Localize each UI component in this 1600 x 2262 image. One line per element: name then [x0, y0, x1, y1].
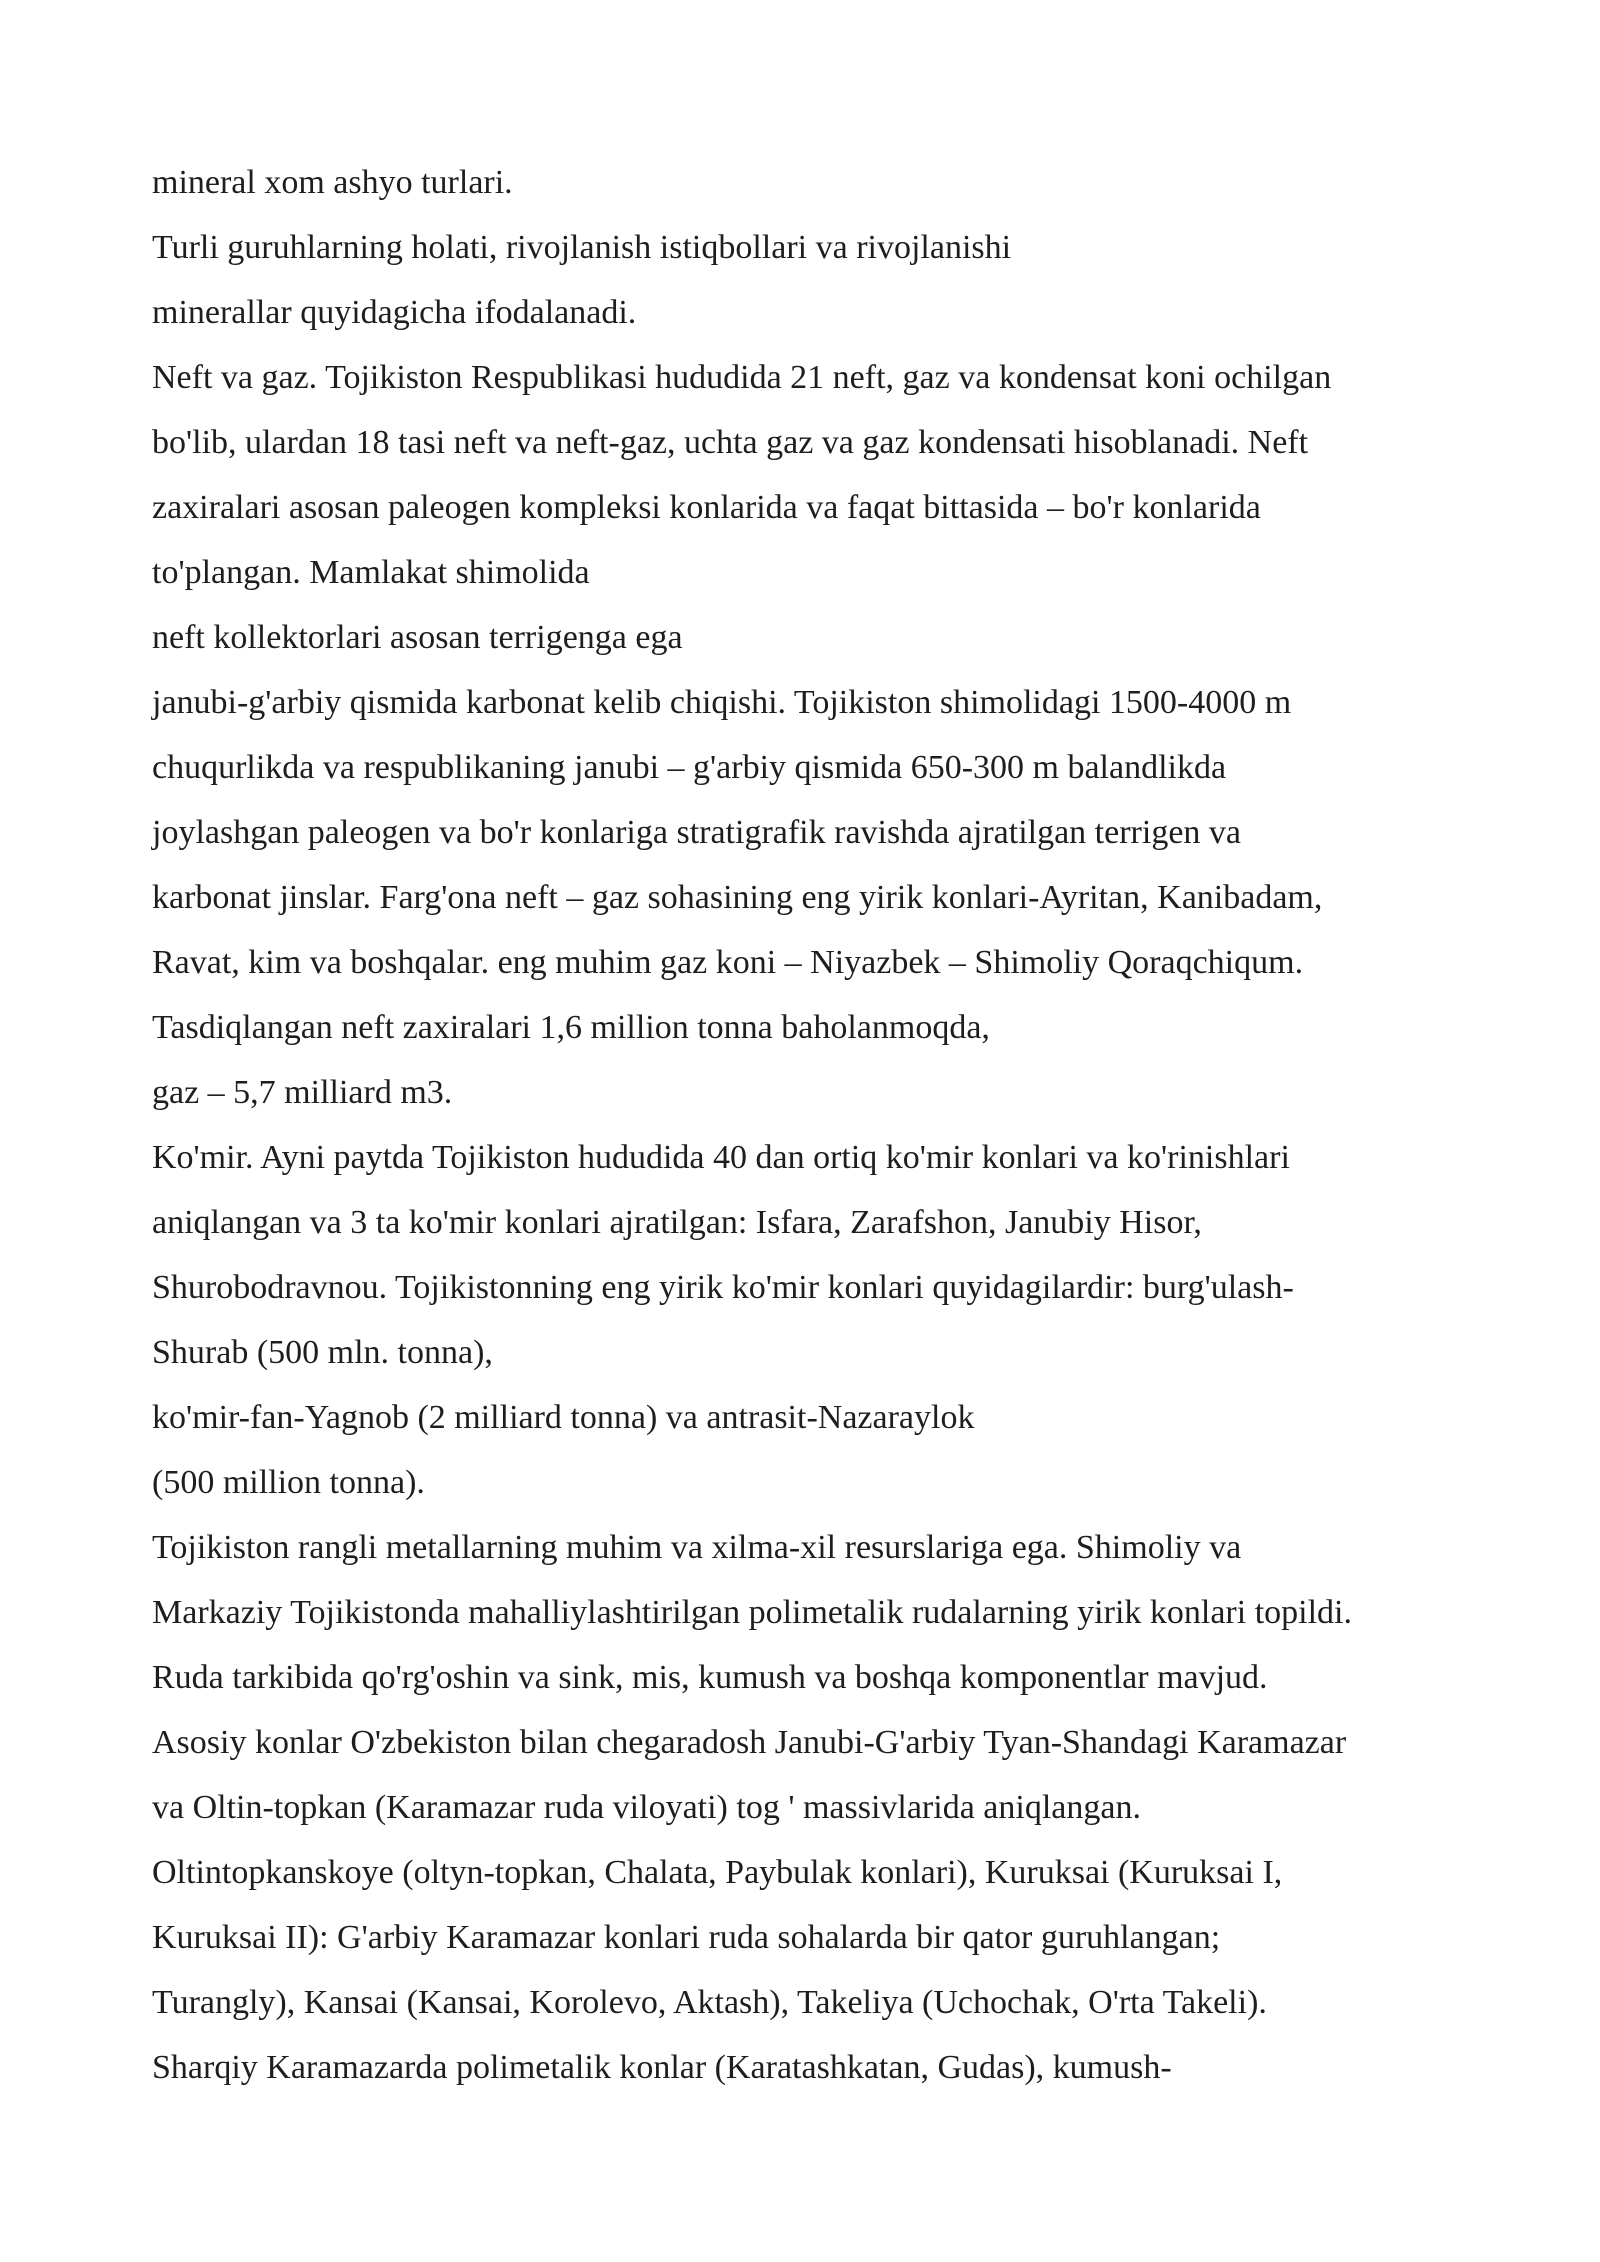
text-line: Ruda tarkibida qo'rg'oshin va sink, mis, kumush va boshqa komponentlar mavjud.: [152, 1659, 1268, 1696]
text-line: (500 million tonna).: [152, 1464, 425, 1501]
text-line: janubi-g'arbiy qismida karbonat kelib chiqishi. Tojikiston shimolidagi 1500-4000 m: [152, 684, 1292, 721]
text-line: joylashgan paleogen va bo'r konlariga stratigrafik ravishda ajratilgan terrigen va: [152, 814, 1241, 851]
text-line: Oltintopkanskoye (oltyn-topkan, Chalata, Paybulak konlari), Kuruksai (Kuruksai I,: [152, 1854, 1283, 1891]
text-line: Neft va gaz. Tojikiston Respublikasi hududida 21 neft, gaz va kondensat koni ochilgan: [152, 359, 1332, 396]
text-line: va Oltin-topkan (Karamazar ruda viloyati) tog ' massivlarida aniqlangan.: [152, 1789, 1141, 1826]
text-line: Kuruksai II): G'arbiy Karamazar konlari ruda sohalarda bir qator guruhlangan;: [152, 1919, 1221, 1956]
text-line: Markaziy Tojikistonda mahalliylashtirilgan polimetalik rudalarning yirik konlari topildi.: [152, 1594, 1352, 1631]
text-line: ko'mir-fan-Yagnob (2 milliard tonna) va antrasit-Nazaraylok: [152, 1399, 975, 1436]
text-line: Asosiy konlar O'zbekiston bilan chegaradosh Janubi-G'arbiy Tyan-Shandagi Karamazar: [152, 1724, 1347, 1761]
text-line: Shurobodravnou. Tojikistonning eng yirik ko'mir konlari quyidagilardir: burg'ulash-: [152, 1269, 1294, 1306]
text-line: bo'lib, ulardan 18 tasi neft va neft-gaz, uchta gaz va gaz kondensati hisoblanadi. Neft: [152, 424, 1309, 461]
text-line: Shurab (500 mln. tonna),: [152, 1334, 493, 1371]
text-line: neft kollektorlari asosan terrigenga ega: [152, 619, 683, 656]
text-line: chuqurlikda va respublikaning janubi – g'arbiy qismida 650-300 m balandlikda: [152, 749, 1227, 786]
text-line: karbonat jinslar. Farg'ona neft – gaz sohasining eng yirik konlari-Ayritan, Kanibadam,: [152, 879, 1323, 916]
text-line: zaxiralari asosan paleogen kompleksi konlarida va faqat bittasida – bo'r konlarida: [152, 489, 1261, 526]
text-line: Ko'mir. Ayni paytda Tojikiston hududida 40 dan ortiq ko'mir konlari va ko'rinishlari: [152, 1139, 1290, 1176]
text-line: mineral xom ashyo turlari.: [152, 164, 513, 201]
text-line: gaz – 5,7 milliard m3.: [152, 1074, 453, 1111]
text-line: Turangly), Kansai (Kansai, Korolevo, Aktash), Takeliya (Uchochak, O'rta Takeli).: [152, 1984, 1267, 2021]
text-line: Tojikiston rangli metallarning muhim va xilma-xil resurslariga ega. Shimoliy va: [152, 1529, 1242, 1566]
text-line: Tasdiqlangan neft zaxiralari 1,6 million tonna baholanmoqda,: [152, 1009, 990, 1046]
text-line: aniqlangan va 3 ta ko'mir konlari ajratilgan: Isfara, Zarafshon, Janubiy Hisor,: [152, 1204, 1202, 1241]
text-line: minerallar quyidagicha ifodalanadi.: [152, 294, 637, 331]
text-line: Ravat, kim va boshqalar. eng muhim gaz koni – Niyazbek – Shimoliy Qoraqchiqum.: [152, 944, 1304, 981]
body-text: [152, 150, 1492, 2100]
text-line: Sharqiy Karamazarda polimetalik konlar (Karatashkatan, Gudas), kumush-: [152, 2049, 1172, 2086]
text-line: Turli guruhlarning holati, rivojlanish istiqbollari va rivojlanishi: [152, 229, 1012, 266]
text-line: to'plangan. Mamlakat shimolida: [152, 554, 590, 591]
